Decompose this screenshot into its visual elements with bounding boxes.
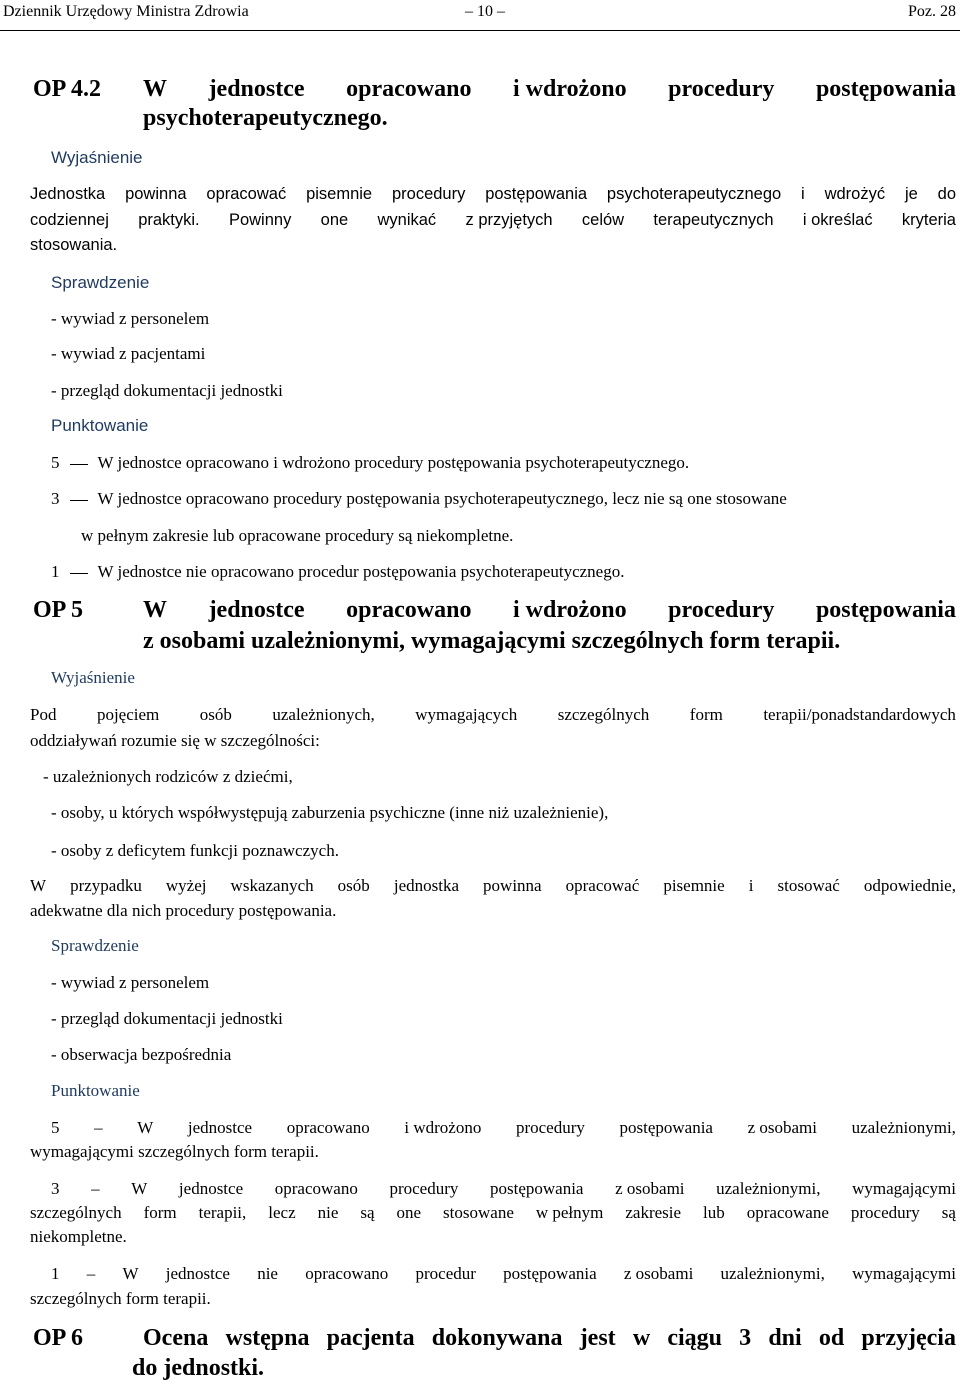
op5-title-line1 [143,597,956,624]
word: opracowano [305,1264,389,1283]
op5-label: OP 5 [33,597,84,623]
word: procedury [515,1118,585,1137]
dash-icon [70,500,88,501]
op5-score5-line2: wymagającymi szczególnych form terapii. [30,1142,319,1161]
op42-score1 [51,562,624,582]
word: celów [581,211,625,229]
word: jednostce [165,1264,230,1283]
word: procedur [415,1264,476,1283]
op5-para-line2: adekwatne dla nich procedury postępowania. [30,901,337,920]
word: form [689,705,723,724]
word: 1 [51,1264,60,1283]
word: wyżej [165,876,207,895]
word: 5 [51,1118,60,1137]
word: osób [199,705,232,724]
word: i wdrożono [513,76,627,102]
op42-explanation-line3: stosowania. [30,236,118,254]
word: Pod [30,705,57,724]
op6-label: OP 6 [33,1325,84,1351]
word: i wdrożono [513,597,627,623]
word: W [131,1179,148,1198]
word: jest [579,1325,616,1351]
word: pisemnie [306,185,373,203]
word: opracowano [286,1118,370,1137]
word: nie [317,1203,339,1222]
word: Jednostka [30,185,106,203]
word: wstępna [225,1325,310,1351]
word: szczególnych [30,1203,122,1222]
word: uzależnionymi, [851,1118,956,1137]
word: postępowania [485,185,588,203]
word: W [143,597,167,623]
word: W [137,1118,154,1137]
word: opracować [206,185,287,203]
word: i wdrożono [404,1118,482,1137]
op42-title-line2: psychoterapeutycznego. [143,105,388,131]
word: procedury [668,597,775,623]
word: – [94,1118,103,1137]
op5-score1-line1 [51,1264,956,1284]
word: form [143,1203,177,1222]
op5-title-line2: z osobami uzależnionymi, wymagającymi szczególnych form terapii. [143,628,841,654]
word: postępowania [490,1179,584,1198]
word: dokonywana [431,1325,563,1351]
word: lecz [268,1203,296,1222]
word: W [143,76,167,102]
op5-score5-line1 [51,1118,956,1138]
op6-title-line2: do jednostki. [132,1355,265,1381]
word: dni [768,1325,802,1351]
op5-check-3: - obserwacja bezpośrednia [51,1045,232,1064]
op5-explanation-line1 [30,705,956,725]
op5-score1-line2: szczególnych form terapii. [30,1289,211,1308]
op42-score5-number: 5 [51,453,60,472]
word: je [904,185,918,203]
op42-score3-text: W jednostce opracowano procedury postępowania psychoterapeutycznego, lecz nie są one stosowane [97,489,787,508]
word: opracowano [274,1179,358,1198]
word: opracowano [346,597,472,623]
dash-icon [70,464,88,465]
journal-title: Dziennik Urzędowy Ministra Zdrowia [3,3,249,20]
word: są [360,1203,375,1222]
page-header [0,0,960,31]
word: 3 [739,1325,752,1351]
word: z osobami [747,1118,817,1137]
op42-check-3: - przegląd dokumentacji jednostki [51,381,283,400]
op5-item-1: - uzależnionych rodziców z dziećmi, [43,767,293,786]
op42-score3-text-line2: w pełnym zakresie lub opracowane procedury są niekompletne. [81,526,514,545]
word: terapii, [198,1203,247,1222]
word: od [818,1325,845,1351]
word: procedury [668,76,775,102]
op42-score3-number: 3 [51,489,60,508]
word: wymagających [415,705,518,724]
op5-explanation-line2: oddziaływań rozumie się w szczególności: [30,731,320,750]
word: odpowiednie, [863,876,956,895]
op42-explanation-line2 [30,211,956,230]
word: stosować [777,876,840,895]
word: uzależnionych, [272,705,375,724]
word: z osobami [615,1179,685,1198]
op42-explanation-line1 [30,185,956,204]
word: osób [337,876,370,895]
word: przyjęcia [861,1325,956,1351]
word: nie [257,1264,278,1283]
word: w [632,1325,651,1351]
op42-explanation-heading: Wyjaśnienie [51,148,143,167]
word: uzależnionymi, [716,1179,821,1198]
word: jednostce [187,1118,253,1137]
word: terapii/ponadstandardowych [763,705,956,724]
word: zakresie [625,1203,682,1222]
word: praktyki. [138,211,200,229]
word: i określać [802,211,873,229]
word: postępowania [815,597,956,623]
word: kryteria [901,211,956,229]
word: jednostce [178,1179,244,1198]
word: uzależnionymi, [720,1264,825,1283]
word: postępowania [815,76,956,102]
op42-check-1: - wywiad z personelem [51,309,210,328]
op5-scoring-heading: Punktowanie [51,1081,140,1100]
word: psychoterapeutycznego [606,185,782,203]
op5-check-heading: Sprawdzenie [51,936,139,955]
op5-check-2: - przegląd dokumentacji jednostki [51,1009,283,1028]
op5-score3-line1 [51,1179,956,1199]
dash-icon [70,573,88,574]
word: powinna [483,876,542,895]
op42-title-line1 [143,76,956,103]
op5-item-3: - osoby z deficytem funkcji poznawczych. [51,841,339,860]
word: procedury [389,1179,459,1198]
word: opracować [565,876,640,895]
op5-score3-line2 [30,1203,956,1223]
word: W [122,1264,139,1283]
word: stosowane [443,1203,514,1222]
word: do [937,185,956,203]
word: wymagającymi [852,1179,956,1198]
word: wymagającymi [852,1264,956,1283]
word: one [320,211,349,229]
op5-check-1: - wywiad z personelem [51,973,210,992]
op42-check-heading: Sprawdzenie [51,273,150,292]
word: W [30,876,47,895]
word: terapeutycznych [653,211,774,229]
word: postępowania [503,1264,597,1283]
word: są [941,1203,956,1222]
word: postępowania [619,1118,713,1137]
word: lub [703,1203,725,1222]
op42-score1-number: 1 [51,562,60,581]
word: przypadku [70,876,142,895]
word: pacjenta [326,1325,415,1351]
op5-score3-line3: niekompletne. [30,1227,127,1246]
word: procedury [391,185,466,203]
word: z przyjętych [465,211,553,229]
word: wskazanych [230,876,314,895]
op42-label: OP 4.2 [33,76,102,102]
word: i [801,185,805,203]
word: jednostka [393,876,459,895]
op42-score5 [51,453,689,473]
op42-score5-text: W jednostce opracowano i wdrożono procedury postępowania psychoterapeutycznego. [97,453,690,472]
word: szczególnych [557,705,650,724]
word: codziennej [30,211,109,229]
op42-score3 [51,489,787,509]
word: one [396,1203,422,1222]
word: powinna [125,185,187,203]
op5-explanation-heading: Wyjaśnienie [51,668,135,687]
word: – [91,1179,100,1198]
word: 3 [51,1179,60,1198]
word: pojęciem [96,705,160,724]
word: procedury [850,1203,920,1222]
word: jednostce [208,597,305,623]
op6-title-line1 [143,1325,956,1352]
word: pisemnie [663,876,725,895]
word: opracowane [746,1203,829,1222]
word: i [748,876,754,895]
op42-scoring-heading: Punktowanie [51,416,149,435]
word: – [86,1264,96,1283]
word: z osobami [623,1264,694,1283]
word: w pełnym [535,1203,604,1222]
word: wynikać [377,211,437,229]
word: wdrożyć [824,185,886,203]
op42-score1-text: W jednostce nie opracowano procedur postępowania psychoterapeutycznego. [97,562,625,581]
word: Ocena [143,1325,209,1351]
op5-para-line1 [30,876,956,896]
item-number: Poz. 28 [908,3,956,20]
op5-item-2: - osoby, u których współwystępują zaburzenia psychiczne (inne niż uzależnienie), [51,803,609,822]
word: Powinny [228,211,292,229]
word: opracowano [346,76,472,102]
word: ciągu [667,1325,722,1351]
page-number: – 10 – [465,3,505,20]
op42-check-2: - wywiad z pacjentami [51,344,206,363]
word: jednostce [208,76,305,102]
